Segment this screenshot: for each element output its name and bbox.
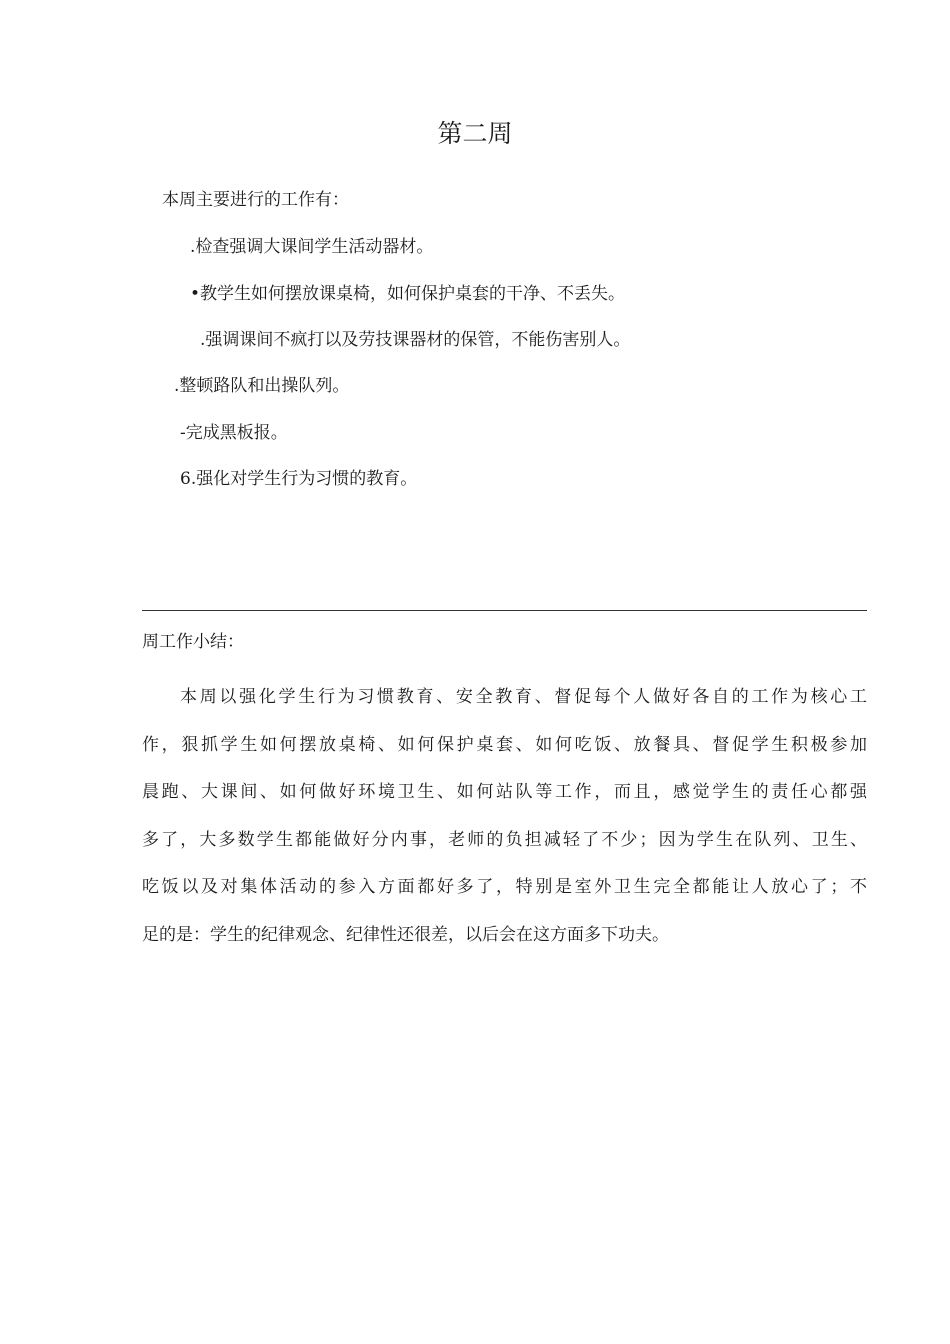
task-item-3: .强调课间不疯打以及劳技课器材的保管，不能伤害别人。 bbox=[200, 330, 631, 350]
summary-line: 作，狠抓学生如何摆放桌椅、如何保护桌套、如何吃饭、放餐具、督促学生积极参加 bbox=[142, 734, 867, 755]
task-item-4: .整顿路队和出操队列。 bbox=[174, 376, 350, 396]
task-item-1: .检查强调大课间学生活动器材。 bbox=[190, 237, 434, 257]
summary-body bbox=[142, 674, 867, 959]
section-divider bbox=[142, 610, 867, 611]
task-item-2: •教学生如何摆放课桌椅，如何保护桌套的干净、不丢失。 bbox=[190, 284, 626, 304]
summary-line: 吃饭以及对集体活动的参入方面都好多了，特别是室外卫生完全都能让人放心了；不 bbox=[142, 877, 867, 897]
summary-line: 足的是：学生的纪律观念、纪律性还很差，以后会在这方面多下功夫。 bbox=[142, 924, 669, 945]
task-item-5: -完成黑板报。 bbox=[180, 423, 288, 443]
summary-line: 多了，大多数学生都能做好分内事，老师的负担减轻了不少；因为学生在队列、卫生、 bbox=[142, 829, 867, 850]
page-title: 第二周 bbox=[437, 119, 513, 148]
summary-line: 本周以强化学生行为习惯教育、安全教育、督促每个人做好各自的工作为核心工 bbox=[180, 687, 867, 707]
intro-text: 本周主要进行的工作有： bbox=[162, 190, 349, 210]
summary-line: 晨跑、大课间、如何做好环境卫生、如何站队等工作，而且，感觉学生的责任心都强 bbox=[142, 782, 867, 802]
summary-heading: 周工作小结： bbox=[142, 632, 244, 652]
task-item-6: 6.强化对学生行为习惯的教育。 bbox=[180, 469, 418, 489]
